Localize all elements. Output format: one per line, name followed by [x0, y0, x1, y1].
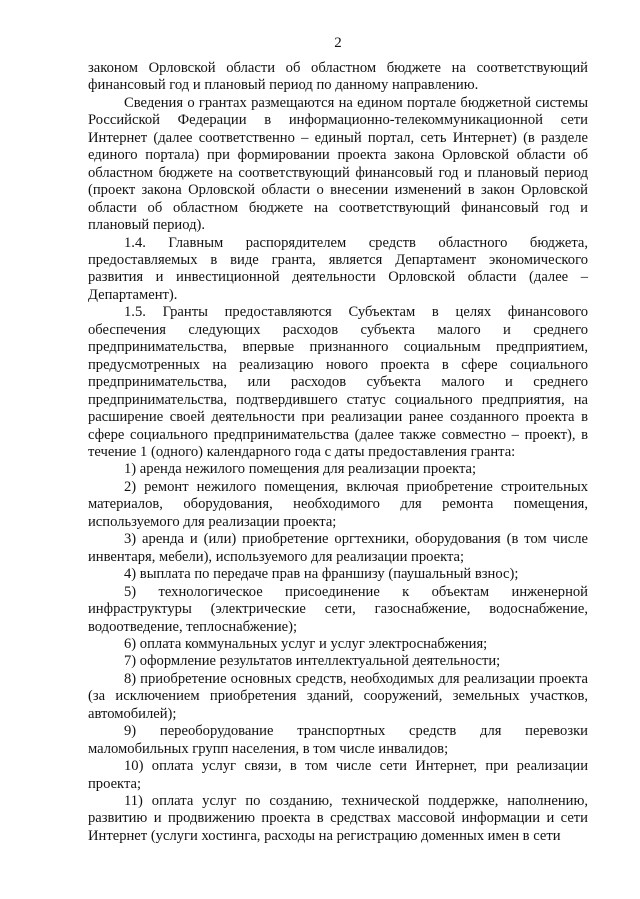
list-item-8: 8) приобретение основных средств, необходимых для реализации проекта (за исключением приобретения зданий, сооружений, земельных участков, автомобилей);: [88, 670, 588, 722]
list-item-6: 6) оплата коммунальных услуг и услуг электроснабжения;: [124, 635, 488, 652]
list-item-2: 2) ремонт нежилого помещения, включая приобретение строительных материалов, оборудования, необходимого для ремонта помещения, используемого для реализации проекта;: [88, 478, 588, 530]
list-item-11: 11) оплата услуг по созданию, технической поддержке, наполнению, развитию и продвижению проекта в средствах массовой информации и сети Интернет (услуги хостинга, расходы на регистрацию доменных имен в сети: [88, 793, 588, 844]
list-item-9: 9) переоборудование транспортных средств для перевозки маломобильных групп населения, в том числе инвалидов;: [88, 723, 588, 757]
page-number: 2: [334, 35, 342, 51]
paragraph-1-5: 1.5. Гранты предоставляются Субъектам в целях финансового обеспечения следующих расходов субъекта малого и среднего предпринимательства, впервые признанного социальным предприятием, предусмотренных на реализацию нового проекта в сфере социального предпринимательства, или расходов субъекта малого и среднего предпринимательства, подтвердившего статус социального предприятия, на расширение своей деятельности при реализации ранее созданного проекта в сфере социального предпринимательства (далее также совместно – проект), в течение 1 (одного) календарного года с даты предоставления гранта:: [88, 304, 588, 460]
list-item-4: 4) выплата по передаче прав на франшизу (паушальный взнос);: [124, 566, 519, 583]
list-item-7: 7) оформление результатов интеллектуальной деятельности;: [124, 653, 501, 670]
list-item-5: 5) технологическое присоединение к объектам инженерной инфраструктуры (электрические сети, газоснабжение, водоснабжение, водоотведение, теплоснабжение);: [88, 583, 588, 635]
list-item-1: 1) аренда нежилого помещения для реализации проекта;: [124, 461, 477, 478]
paragraph-grant-info: Сведения о грантах размещаются на едином портале бюджетной системы Российской Федерации в информационно-телекоммуникационной сети Интернет (далее соответственно – единый портал, сеть Интернет) (в разделе единого портала) при формировании проекта закона Орловской области об областном бюджете на соответствующий финансовый год и плановый период (проект закона Орловской области о внесении изменений в закон Орловской области об областном бюджете на соответствующий финансовый год и плановый период).: [88, 94, 588, 234]
list-item-10: 10) оплата услуг связи, в том числе сети Интернет, при реализации проекта;: [88, 758, 588, 792]
paragraph-1-4: 1.4. Главным распорядителем средств областного бюджета, предоставляемых в виде гранта, является Департамент экономического развития и инвестиционной деятельности Орловской области (далее – Департамент).: [88, 234, 588, 303]
paragraph-continuation: законом Орловской области об областном бюджете на соответствующий финансовый год и плановый период по данному направлению.: [88, 60, 588, 94]
list-item-3: 3) аренда и (или) приобретение оргтехники, оборудования (в том числе инвентаря, мебели), используемого для реализации проекта;: [88, 531, 588, 565]
